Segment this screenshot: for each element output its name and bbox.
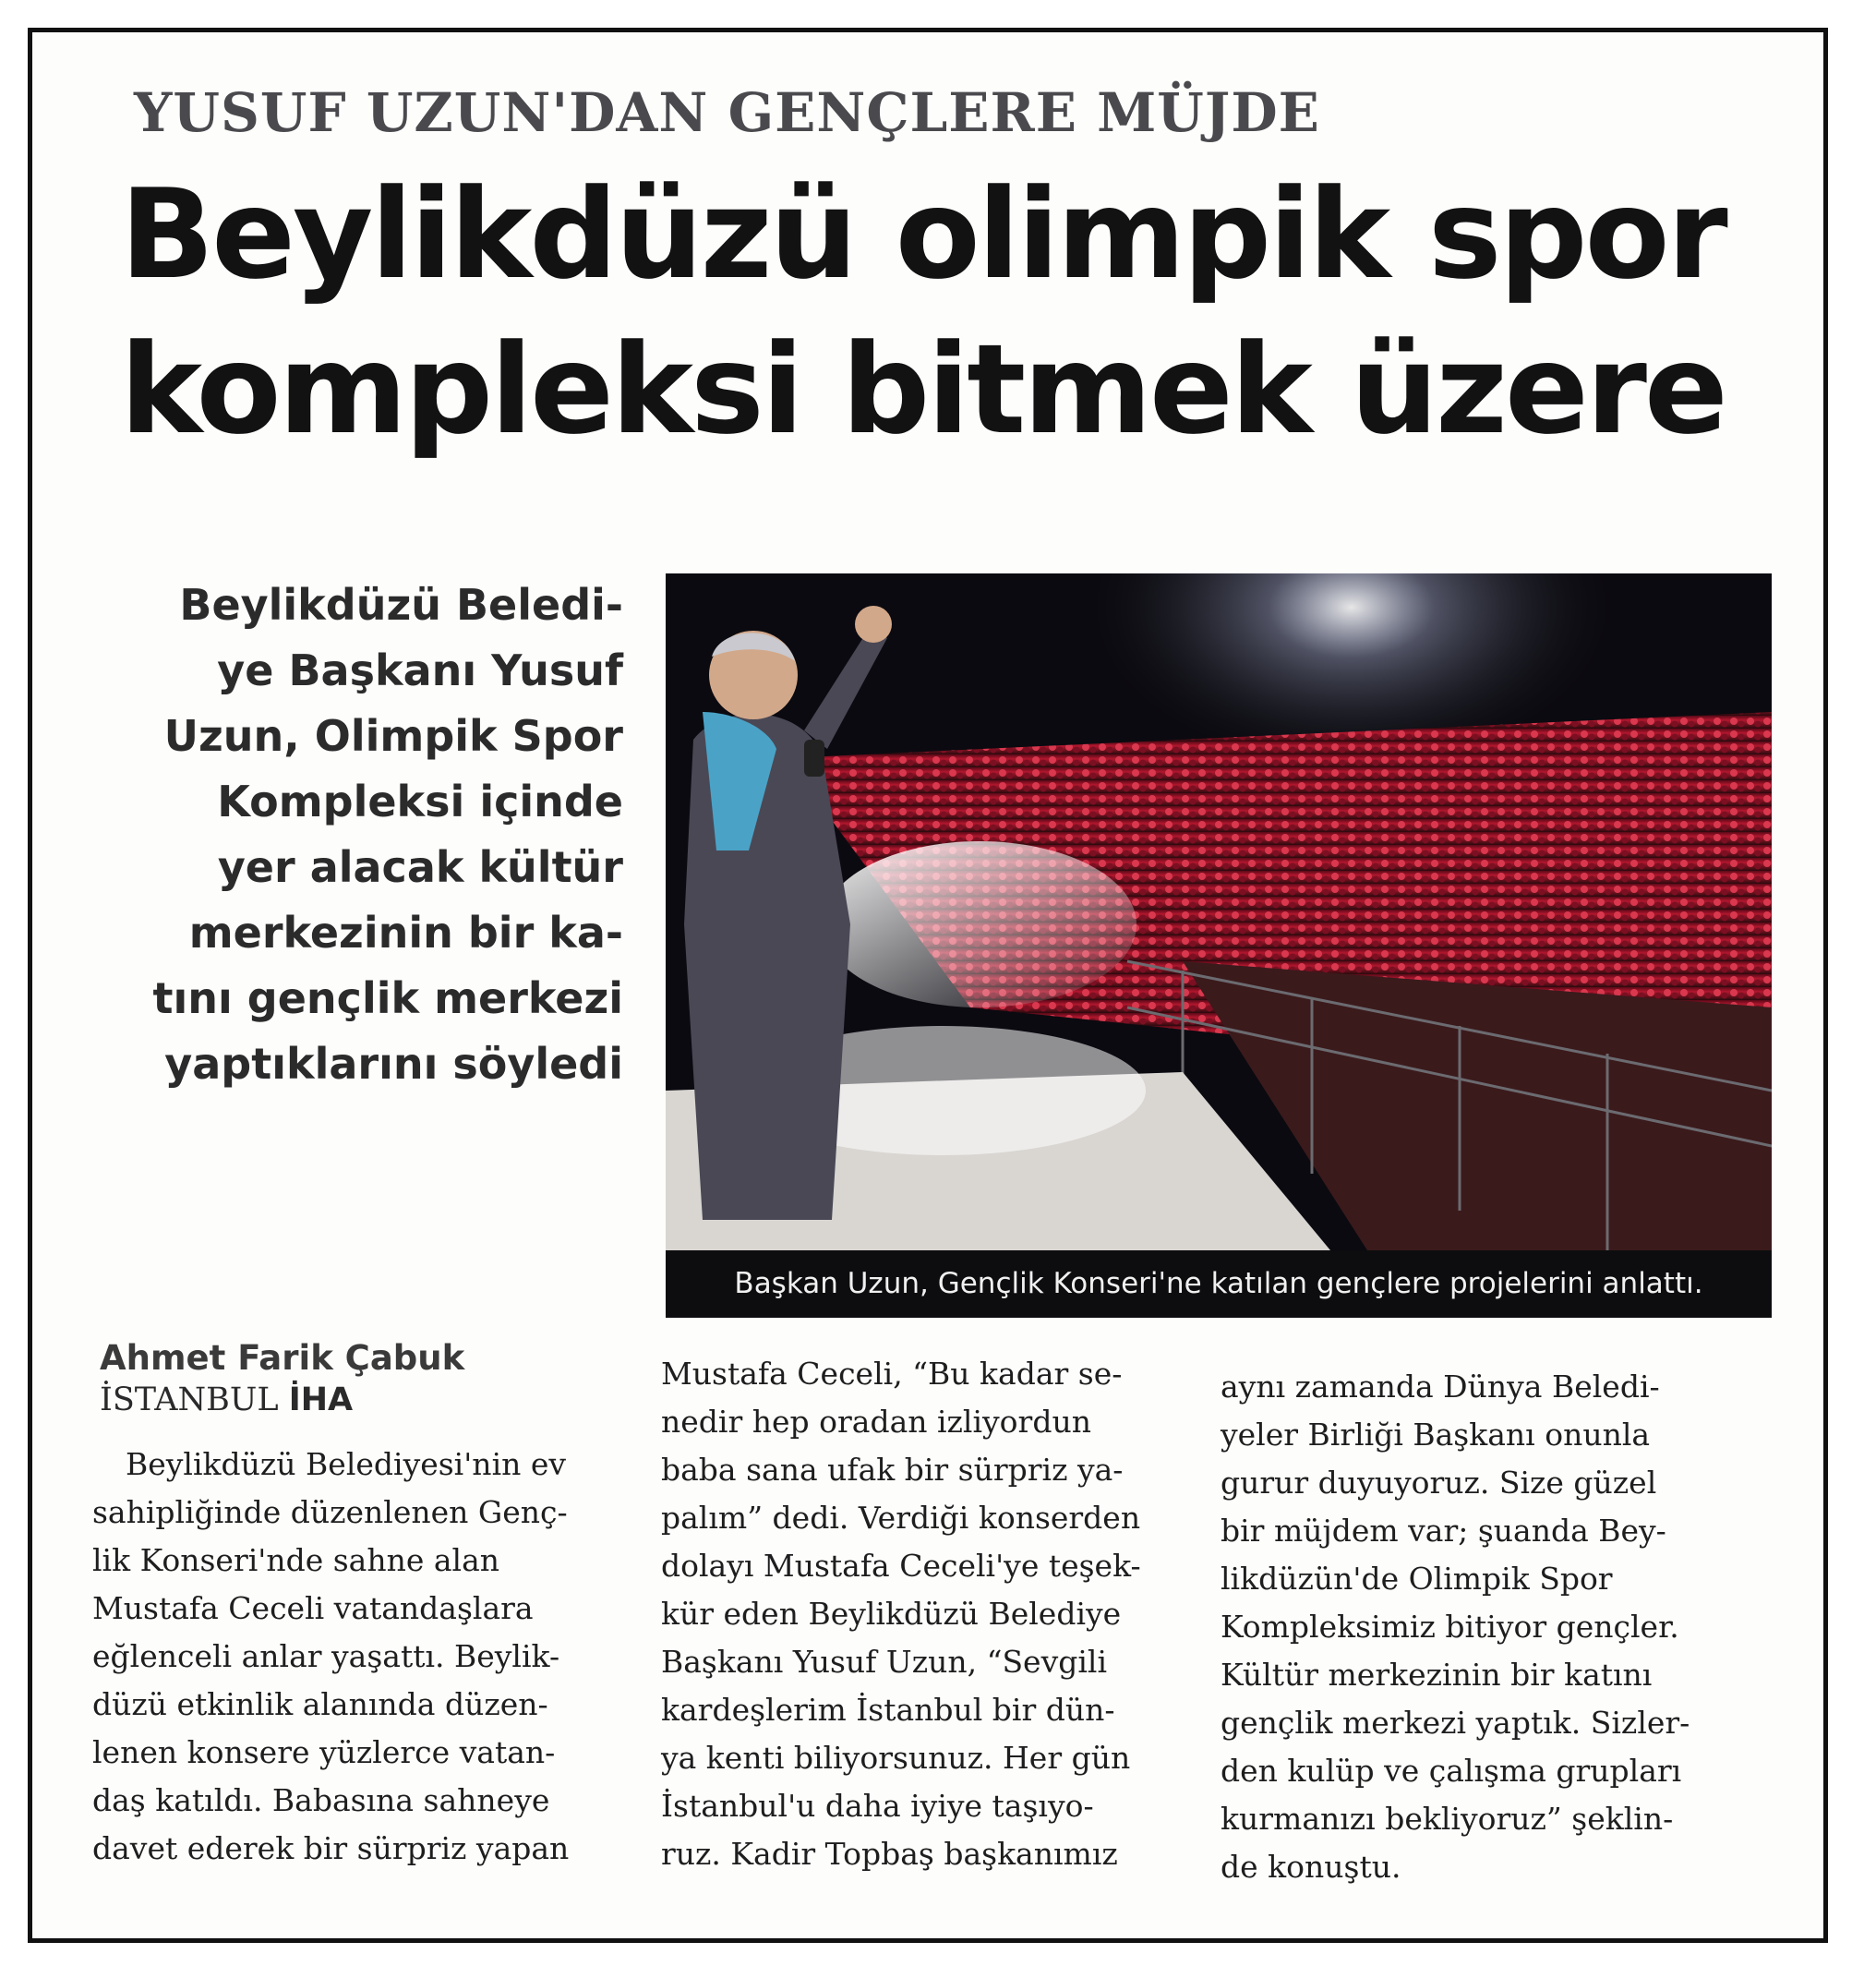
spot-line: Kompleksi içinde: [217, 777, 623, 826]
body-line: bir müjdem var; şuanda Bey-: [1221, 1513, 1666, 1549]
headline: [120, 157, 1782, 467]
body-line: kür eden Beylikdüzü Belediye: [661, 1596, 1122, 1632]
concert-photo: [666, 573, 1772, 1250]
body-line: yeler Birliği Başkanı onunla: [1221, 1417, 1651, 1453]
body-line: de konuştu.: [1221, 1849, 1401, 1885]
author-name: Ahmet Farik Çabuk: [100, 1338, 465, 1378]
body-line: Başkanı Yusuf Uzun, “Sevgili: [661, 1644, 1108, 1680]
body-line: eğlenceli anlar yaşattı. Beylik-: [92, 1638, 560, 1674]
dateline-city: İSTANBUL: [100, 1381, 279, 1418]
dateline: [100, 1380, 464, 1420]
byline: [100, 1337, 464, 1420]
body-line: palım” dedi. Verdiği konserden: [661, 1500, 1141, 1536]
body-line: davet ederek bir sürpriz yapan: [92, 1830, 570, 1866]
headline-line-1: Beylikdüzü olimpik spor: [120, 163, 1726, 307]
body-line: Mustafa Ceceli vatandaşlara: [92, 1590, 534, 1626]
article-column-2: [661, 1350, 1141, 1878]
body-line: ruz. Kadir Topbaş başkanımız: [661, 1836, 1118, 1872]
body-line: baba sana ufak bir sürpriz ya-: [661, 1452, 1124, 1488]
body-line: aynı zamanda Dünya Beledi-: [1221, 1369, 1660, 1405]
kicker: YUSUF UZUN'DAN GENÇLERE MÜJDE: [134, 81, 1320, 144]
body-line: Beylikdüzü Belediyesi'nin ev: [126, 1446, 567, 1482]
photo-caption: Başkan Uzun, Gençlik Konseri'ne katılan gençlere projelerini anlattı.: [666, 1250, 1772, 1318]
spot-line: Uzun, Olimpik Spor: [163, 711, 623, 761]
body-line: Kompleksimiz bitiyor gençler.: [1221, 1609, 1679, 1645]
body-line: Kültür merkezinin bir katını: [1221, 1657, 1653, 1693]
body-line: gurur duyuyoruz. Size güzel: [1221, 1465, 1657, 1501]
body-line: gençlik merkezi yaptık. Sizler-: [1221, 1705, 1690, 1741]
body-line: lik Konseri'nde sahne alan: [92, 1542, 500, 1578]
body-line: sahipliğinde düzenlenen Genç-: [92, 1494, 568, 1530]
article-column-1: [92, 1441, 569, 1873]
body-line: İstanbul'u daha iyiye taşıyo-: [661, 1788, 1094, 1824]
concert-photo-illustration: [666, 573, 1772, 1250]
spot-line: merkezinin bir ka-: [188, 908, 623, 958]
spot-line: ye Başkanı Yusuf: [217, 645, 623, 695]
body-line: ya kenti biliyorsunuz. Her gün: [661, 1740, 1131, 1776]
body-line: Mustafa Ceceli, “Bu kadar se-: [661, 1356, 1123, 1392]
body-line: likdüzün'de Olimpik Spor: [1221, 1561, 1613, 1597]
spot-text: [111, 573, 623, 1097]
body-line: kardeşlerim İstanbul bir dün-: [661, 1692, 1115, 1728]
body-line: dolayı Mustafa Ceceli'ye teşek-: [661, 1548, 1141, 1584]
spot-line: yaptıklarını söyledi: [164, 1039, 623, 1089]
spot-line: yer alacak kültür: [217, 842, 623, 892]
body-line: kurmanızı bekliyoruz” şeklin-: [1221, 1801, 1674, 1837]
article-column-3: [1221, 1363, 1690, 1891]
body-line: daş katıldı. Babasına sahneye: [92, 1782, 550, 1818]
spot-line: Beylikdüzü Beledi-: [179, 580, 623, 630]
body-line: düzü etkinlik alanında düzen-: [92, 1686, 548, 1722]
headline-line-2: kompleksi bitmek üzere: [120, 318, 1726, 462]
news-agency: İHA: [288, 1381, 354, 1418]
body-line: lenen konsere yüzlerce vatan-: [92, 1734, 556, 1770]
spot-line: tını gençlik merkezi: [152, 973, 623, 1023]
body-line: nedir hep oradan izliyordun: [661, 1404, 1091, 1440]
body-line: den kulüp ve çalışma grupları: [1221, 1753, 1682, 1789]
